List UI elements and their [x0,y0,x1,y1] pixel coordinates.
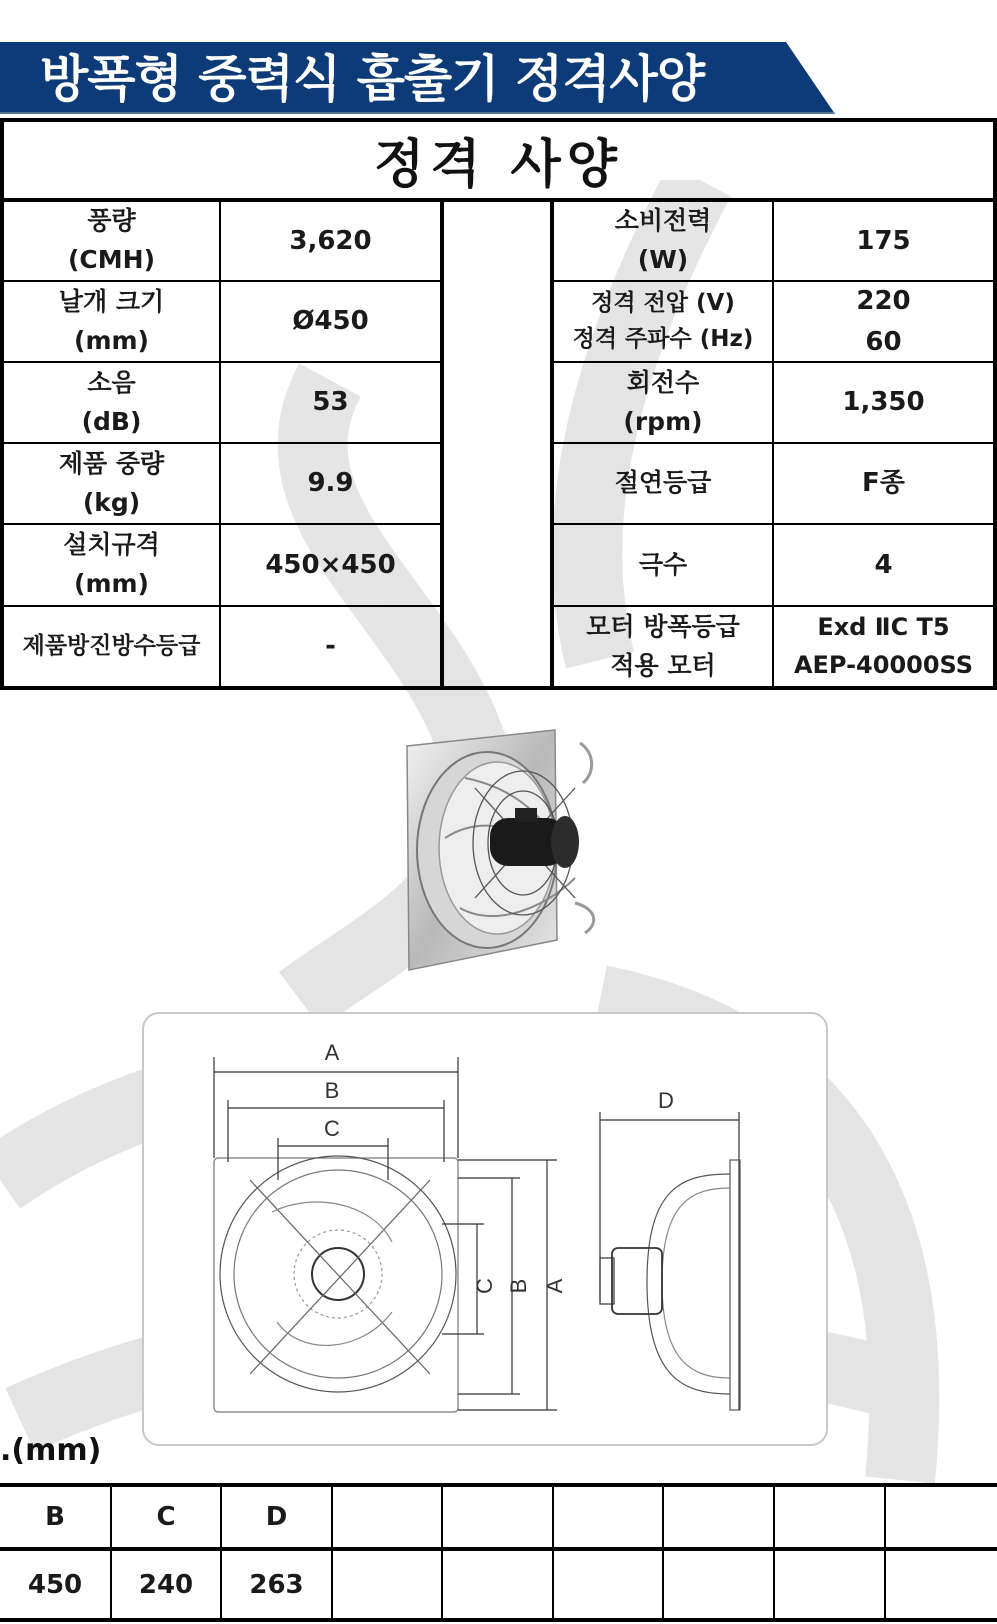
spec-value-weight: 9.9 [307,468,354,499]
dimension-table [0,1483,997,1624]
spec-value-noise: 53 [312,387,349,418]
spec-value-blade-size: Ø450 [292,306,369,337]
dimension-header-c: C [156,1502,176,1532]
spec-value-rpm: 1,350 [842,387,925,418]
dimension-label-c-vertical: C [472,1278,497,1294]
dimension-value-c: 240 [138,1569,194,1600]
dimension-header-b: B [45,1502,65,1532]
spec-value-airflow: 3,620 [289,225,372,256]
dimension-drawing [142,1012,828,1446]
dimension-label-a: A [324,1040,340,1065]
spec-label-airflow: 풍량 (CMH) [68,206,155,274]
spec-label-ip-rating: 제품방진방수등급 [22,632,201,659]
spec-label-poles: 극수 [638,549,688,579]
spec-label-insulation-class: 절연등급 [614,468,712,498]
dimension-label-b: B [324,1078,340,1103]
dimension-label-b-vertical: B [506,1278,531,1294]
product-photo [405,728,610,972]
spec-table [0,118,997,690]
spec-value-install-size: 450×450 [265,549,396,580]
spec-value-power: 175 [856,225,911,256]
spec-label-noise: 소음 (dB) [81,367,142,436]
spec-value-ip-rating: - [325,631,336,662]
spec-label-rpm: 회전수 (rpm) [623,367,703,436]
spec-value-voltage-frequency: 220 60 [856,286,911,357]
spec-value-poles: 4 [874,549,893,580]
dimension-label-d: D [658,1088,674,1113]
dimension-label-a-vertical: A [542,1278,567,1294]
spec-value-motor-ex-rating: Exd ⅡC T5 AEP-40000SS [793,613,974,679]
dimension-value-b: 450 [27,1569,83,1600]
dimension-label-c: C [324,1116,340,1141]
spec-label-voltage-frequency: 정격 전압 (V) 정격 주파수 (Hz) [572,289,754,352]
spec-label-weight: 제품 중량 (kg) [58,448,165,517]
spec-label-power: 소비전력 (W) [614,206,712,274]
spec-label-install-size: 설치규격 (mm) [63,530,160,598]
spec-value-insulation-class: F종 [862,468,905,499]
page-title: 방폭형 중력식 흡출기 정격사양 [40,50,705,108]
spec-table-title: 정격 사양 [373,134,624,195]
dimension-header-d: D [265,1502,288,1532]
dimension-value-d: 263 [249,1569,304,1600]
unit-label: .(mm) [0,1433,102,1468]
spec-label-blade-size: 날개 크기 (mm) [58,286,165,355]
spec-label-motor-ex-rating: 모터 방폭등급 적용 모터 [586,611,740,680]
